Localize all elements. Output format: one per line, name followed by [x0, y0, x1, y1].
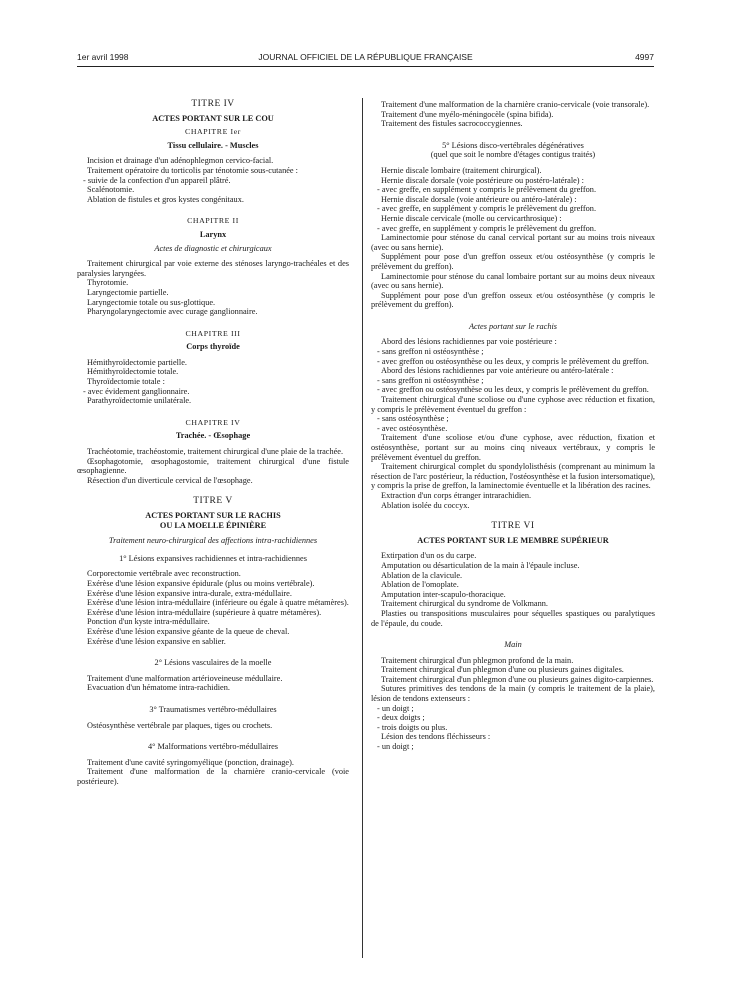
section-heading: ACTES PORTANT SUR LE MEMBRE SUPÉRIEUR — [417, 535, 609, 545]
section-heading: Tissu cellulaire. - Muscles — [167, 140, 259, 150]
list-item: - avec greffe, en supplément y compris le prélèvement du greffon. — [377, 204, 597, 214]
spacer — [77, 693, 349, 705]
paragraph: Ostéosynthèse vertébrale par plaques, tiges ou crochets. — [87, 720, 273, 730]
header-page-number: 4997 — [635, 52, 654, 62]
paragraph: Scalénotomie. — [87, 185, 135, 195]
spacer — [77, 546, 349, 554]
paragraph: Traitement chirurgical d'un phlegmon profond de la main. — [381, 655, 574, 665]
spacer — [77, 204, 349, 216]
paragraph: Amputation ou désarticulation de la main à l'épaule incluse. — [381, 560, 580, 570]
section-heading: ACTES PORTANT SUR LE COU — [152, 113, 274, 123]
spacer — [371, 129, 655, 141]
paragraph: Traitement opératoire du torticolis par ténotomie sous-cutanée : — [87, 165, 298, 175]
spacer — [371, 628, 655, 640]
header-journal-title: JOURNAL OFFICIEL DE LA RÉPUBLIQUE FRANÇAISE — [258, 52, 473, 62]
paragraph: Exérèse d'une lésion expansive épidurale (plus ou moins vertébrale). — [87, 578, 315, 588]
subsection-heading: Actes de diagnostic et chirurgicaux — [154, 243, 272, 253]
paragraph: Thyrotomie. — [87, 278, 129, 288]
paragraph: Pharyngolaryngectomie avec curage ganglionnaire. — [87, 307, 258, 317]
paragraph: Extraction d'un corps étranger intrarachidien. — [381, 490, 532, 500]
list-item: - trois doigts ou plus. — [377, 722, 448, 732]
spacer — [77, 730, 349, 742]
paragraph: Plasties ou transpositions musculaires pour séquelles spastiques ou paralytiques de l'épaule, du coude. — [371, 608, 655, 628]
paragraph: Laryngectomie totale ou sus-glottique. — [87, 297, 216, 307]
list-item: - sans ostéosynthèse ; — [377, 414, 449, 424]
paragraph: Thyroïdectomie totale : — [87, 377, 165, 387]
list-item: - avec greffon ou ostéosynthèse ou les deux, y compris le prélèvement du greffon. — [377, 356, 649, 366]
section-heading: Larynx — [199, 229, 227, 239]
paragraph: Extirpation d'un os du carpe. — [381, 551, 477, 561]
paragraph: Abord des lésions rachidiennes par voie postérieure : — [381, 337, 557, 347]
paragraph: Œsophagotomie, œsophagostomie, traitement chirurgical d'une fistule œsophagienne. — [77, 456, 349, 476]
paragraph: Corporectomie vertébrale avec reconstruction. — [87, 569, 241, 579]
paragraph: Hernie discale lombaire (traitement chirurgical). — [381, 165, 542, 175]
paragraph: Hernie discale cervicale (molle ou cervicarthrosique) : — [381, 213, 562, 223]
paragraph: Exérèse d'une lésion intra-médullaire (inférieure ou égale à quatre métamères). — [87, 598, 349, 608]
list-item: - suivie de la confection d'un appareil plâtré. — [83, 175, 231, 185]
paragraph: Exérèse d'une lésion intra-médullaire (supérieure à quatre métamères). — [87, 607, 322, 617]
paragraph: Traitement d'une malformation de la charnière cranio-cervicale (voie postérieure). — [77, 767, 349, 786]
chapter-heading: CHAPITRE II — [187, 216, 239, 226]
spacer — [371, 310, 655, 322]
spacer — [77, 406, 349, 418]
paragraph: Laminectomie pour sténose du canal lombaire portant sur au moins deux niveaux (avec ou sans hernie). — [371, 271, 655, 291]
title-heading: TITRE VI — [491, 521, 535, 532]
paragraph: Ablation de l'omoplate. — [381, 580, 459, 590]
paragraph: Trachéotomie, trachéostomie, traitement chirurgical d'une plaie de la trachée. — [87, 447, 344, 457]
paragraph: Lésion des tendons fléchisseurs : — [381, 732, 491, 742]
list-item: - un doigt ; — [377, 703, 414, 713]
paragraph: Ablation de la clavicule. — [381, 570, 463, 580]
paragraph: Incision et drainage d'un adénophlegmon cervico-facial. — [87, 156, 274, 166]
subsection-heading: 1° Lésions expansives rachidiennes et intra-rachidiennes — [119, 553, 307, 563]
paragraph: Traitement chirurgical d'une scoliose ou d'une cyphose avec réduction et fixation, y compris le prélèvement éventuel du greffon : — [371, 395, 655, 414]
paragraph: Traitement chirurgical d'un phlegmon d'une ou plusieurs gaines digito-carpiennes. — [381, 674, 654, 684]
header-date: 1er avril 1998 — [77, 52, 129, 62]
paragraph: Hernie discale dorsale (voie postérieure ou postéro-latérale) : — [381, 175, 584, 185]
paragraph: Exérèse d'une lésion expansive géante de la queue de cheval. — [87, 626, 290, 636]
paragraph: Supplément pour pose d'un greffon osseux et/ou ostéosynthèse (y compris le prélèvement du greffon). — [371, 252, 655, 271]
paragraph: Exérèse d'une lésion expansive intra-durale, extra-médullaire. — [87, 588, 292, 598]
list-item: - avec évidement ganglionnaire. — [83, 386, 190, 396]
paragraph: Exérèse d'une lésion expansive en sablier. — [87, 636, 226, 646]
paragraph: Parathyroïdectomie unilatérale. — [87, 396, 192, 406]
paragraph: Supplément pour pose d'un greffon osseux et/ou ostéosynthèse (y compris le prélèvement du greffon). — [371, 290, 655, 310]
chapter-heading: CHAPITRE Ier — [185, 127, 241, 137]
paragraph: Laminectomie pour sténose du canal cervical portant sur au moins trois niveaux (avec ou sans hernie). — [371, 233, 655, 252]
list-item: - sans greffon ni ostéosynthèse ; — [377, 347, 484, 357]
section-heading: Trachée. - Œsophage — [175, 431, 251, 441]
paragraph: Ablation de fistules et gros kystes congénitaux. — [87, 194, 244, 204]
paragraph: Traitement des fistules sacrococcygiennes. — [381, 119, 523, 129]
paragraph: Traitement chirurgical du syndrome de Volkmann. — [381, 599, 548, 609]
paragraph: Traitement d'une malformation de la charnière cranio-cervicale (voie transorale). — [381, 100, 650, 109]
paragraph: Traitement d'une malformation artérioveineuse médullaire. — [87, 673, 283, 683]
spacer — [77, 317, 349, 329]
section-heading: ACTES PORTANT SUR LE RACHIS — [145, 511, 281, 520]
paragraph: Traitement d'une scoliose et/ou d'une cyphose, avec réduction, fixation et ostéosynthèse, portant sur au moins cinq niveaux vertébraux, y compris le prélèvement éventuel du greffon. — [371, 433, 655, 462]
right-column — [371, 100, 655, 752]
title-heading: TITRE V — [193, 496, 233, 507]
subsection-heading: (quel que soit le nombre d'étages contigus traités) — [430, 150, 596, 160]
list-item: - sans greffon ni ostéosynthèse ; — [377, 375, 484, 385]
list-item: - un doigt ; — [377, 742, 414, 752]
paragraph: Amputation inter-scapulo-thoracique. — [381, 589, 506, 599]
paragraph: Abord des lésions rachidiennes par voie antérieure ou antéro-latérale : — [381, 366, 614, 376]
paragraph: Laryngectomie partielle. — [87, 287, 169, 297]
paragraph: Traitement chirurgical par voie externe des sténoses laryngo-trachéales et des paralysies laryngées. — [77, 259, 349, 278]
paragraph: Traitement chirurgical d'un phlegmon d'une ou plusieurs gaines digitales. — [381, 665, 624, 675]
subsection-heading: 2° Lésions vasculaires de la moelle — [154, 658, 272, 668]
subsection-heading: Traitement neuro-chirurgical des affections intra-rachidiennes — [108, 536, 318, 546]
list-item: - avec ostéosynthèse. — [377, 423, 448, 433]
subsection-heading: Main — [504, 640, 522, 650]
list-item: - deux doigts ; — [377, 713, 425, 723]
list-item: - avec greffe, en supplément y compris le prélèvement du greffon. — [377, 185, 597, 195]
paragraph: Ponction d'un kyste intra-médullaire. — [87, 617, 210, 627]
subsection-heading: 3° Traumatismes vertébro-médullaires — [149, 704, 277, 714]
chapter-heading: CHAPITRE IV — [185, 417, 241, 427]
paragraph: Hémithyroïdectomie totale. — [87, 367, 179, 377]
running-header — [77, 52, 654, 66]
subsection-heading: Actes portant sur le rachis — [468, 321, 558, 331]
paragraph: Sutures primitives des tendons de la main (y compris le traitement de la plaie), lésion de tendons extenseurs : — [371, 684, 655, 704]
paragraph: Traitement d'une cavité syringomyélique (ponction, drainage). — [87, 757, 294, 767]
list-item: - avec greffe, en supplément y compris le prélèvement du greffon. — [377, 223, 597, 233]
paragraph: Hémithyroïdectomie partielle. — [87, 357, 187, 367]
list-item: - avec greffon ou ostéosynthèse ou les deux, y compris le prélèvement du greffon. — [377, 385, 649, 395]
title-heading: TITRE IV — [191, 99, 235, 109]
section-heading: Corps thyroïde — [186, 342, 240, 352]
paragraph: Traitement d'une myélo-méningocèle (spina bifida). — [381, 109, 554, 119]
subsection-heading: 5° Lésions disco-vertébrales dégénératives — [442, 140, 584, 150]
paragraph: Hernie discale dorsale (voie antérieure ou antéro-latérale) : — [381, 194, 577, 204]
paragraph: Evacuation d'un hématome intra-rachidien. — [87, 683, 230, 693]
subsection-heading: 4° Malformations vertébro-médullaires — [147, 742, 279, 752]
paragraph: Ablation isolée du coccyx. — [381, 500, 470, 510]
spacer — [77, 646, 349, 658]
paragraph: Résection d'un diverticule cervical de l'œsophage. — [87, 475, 253, 485]
chapter-heading: CHAPITRE III — [185, 328, 241, 338]
column-divider — [362, 98, 363, 958]
section-heading: OU LA MOELLE ÉPINIÈRE — [159, 520, 267, 530]
header-rule — [77, 66, 654, 67]
paragraph: Traitement chirurgical complet du spondylolisthésis (comprenant au minimum la résection de l'arc postérieur, la réduction, l'ostéosynthèse et la fusion intersomatique), y compris la prise de greffon, la laminectomie éventuelle et la libération des racines. — [371, 462, 655, 491]
left-column — [77, 100, 349, 786]
